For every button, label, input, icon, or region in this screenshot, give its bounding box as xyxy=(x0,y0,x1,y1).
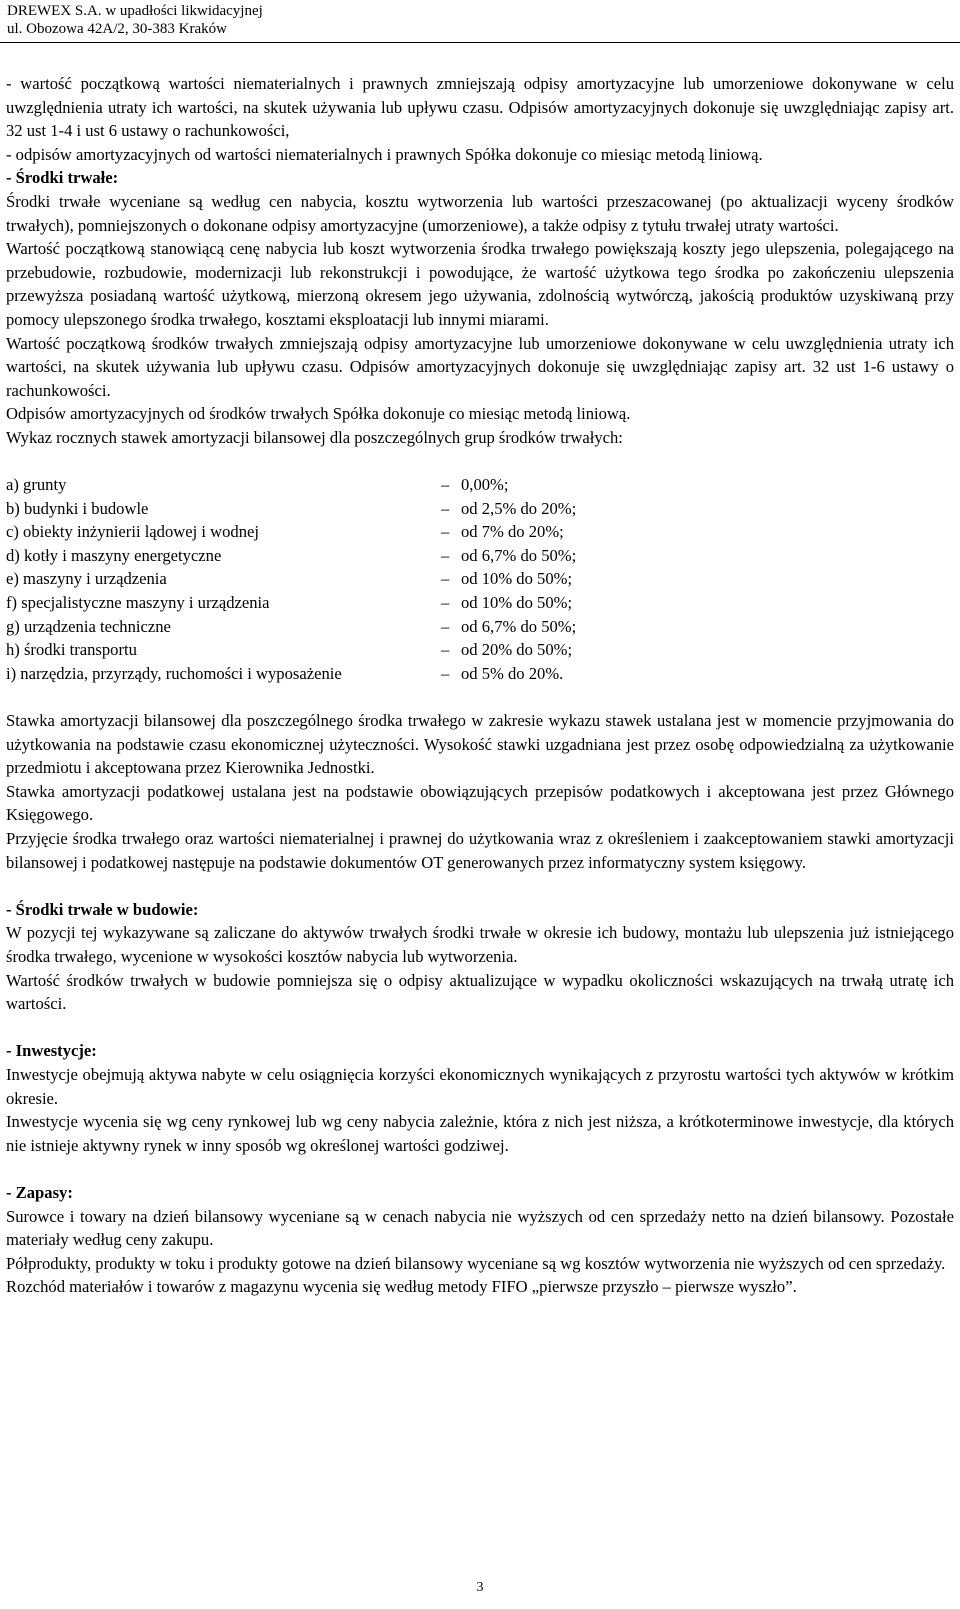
section-heading-investments: - Inwestycje: xyxy=(6,1041,97,1061)
page-header xyxy=(7,2,953,38)
rate-label: d) kotły i maszyny energetyczne xyxy=(6,545,222,565)
rate-value: od 7% do 20%; xyxy=(461,522,564,542)
rate-dash: – xyxy=(441,498,450,518)
fixed-assets-paragraph-4: Odpisów amortyzacyjnych od środków trwałych Spółka dokonuje co miesiąc metodą liniową. xyxy=(6,404,631,424)
rate-value: od 10% do 50%; xyxy=(461,569,573,589)
rate-dash: – xyxy=(441,593,450,613)
rate-row xyxy=(6,497,954,521)
fixed-assets-paragraph-5: Wykaz rocznych stawek amortyzacji bilansowej dla poszczególnych grup środków trwałych: xyxy=(6,427,623,447)
inventory-paragraph-3: Rozchód materiałów i towarów z magazynu wycenia się według metody FIFO „pierwsze przyszło – pierwsze wyszło”. xyxy=(6,1277,797,1297)
rate-row xyxy=(6,567,954,591)
rate-row xyxy=(6,544,954,568)
rate-value: od 6,7% do 50%; xyxy=(461,616,577,636)
rate-value: od 20% do 50%; xyxy=(461,640,573,660)
rate-dash: – xyxy=(441,545,450,565)
rate-label: e) maszyny i urządzenia xyxy=(6,569,167,589)
fixed-assets-paragraph-1: Środki trwałe wyceniane są według cen nabycia, kosztu wytworzenia lub wartości przeszacowanej (po aktualizacji wyceny środków trwałych), pomniejszonych o dokonane odpisy amortyzacyjne (umorzeniowe), a także odpisy z tytułu trwałej utraty wartości. xyxy=(6,191,954,235)
rate-label: a) grunty xyxy=(6,475,67,495)
inventory-paragraph-1: Surowce i towary na dzień bilansowy wyceniane są w cenach nabycia nie wyższych od cen sprzedaży netto na dzień bilansowy. Pozostałe materiały według ceny zakupu. xyxy=(6,1206,954,1250)
page-number: 3 xyxy=(476,1580,484,1595)
rate-value: od 5% do 20%. xyxy=(461,663,564,683)
spacer xyxy=(6,1157,954,1181)
rate-label: c) obiekty inżynierii lądowej i wodnej xyxy=(6,522,259,542)
document-body xyxy=(6,72,954,1299)
investments-paragraph-1: Inwestycje obejmują aktywa nabyte w celu osiągnięcia korzyści ekonomicznych wynikających z przyrostu wartości tych aktywów w krótkim okresie. xyxy=(6,1064,954,1108)
company-name: DREWEX S.A. w upadłości likwidacyjnej xyxy=(7,3,263,19)
spacer xyxy=(6,874,954,898)
section-heading-fixed-assets: - Środki trwałe: xyxy=(6,168,119,188)
rate-dash: – xyxy=(441,640,450,660)
inventory-paragraph-2: Półprodukty, produkty w toku i produkty gotowe na dzień bilansowy wyceniane są wg kosztów wytworzenia nie wyższych od cen sprzedaży. xyxy=(6,1253,946,1273)
rates-followup-paragraph-1: Stawka amortyzacji bilansowej dla poszczególnego środka trwałego w zakresie wykazu stawek ustalana jest w momencie przyjmowania do użytkowania na podstawie czasu ekonomicznej użyteczności. Wysokość stawki uzgadniana jest przez osobę odpowiedzialną za użytkowanie przedmiotu i akceptowana przez Kierownika Jednostki. xyxy=(6,711,954,778)
rate-row xyxy=(6,591,954,615)
rate-label: g) urządzenia techniczne xyxy=(6,616,171,636)
rate-row xyxy=(6,473,954,497)
header-divider xyxy=(0,42,960,43)
rate-value: od 6,7% do 50%; xyxy=(461,545,577,565)
rate-dash: – xyxy=(441,475,450,495)
depreciation-rates-list xyxy=(6,473,954,685)
rates-followup-paragraph-3: Przyjęcie środka trwałego oraz wartości niematerialnej i prawnej do użytkowania wraz z określeniem i zaakceptowaniem stawki amortyzacji bilansowej i podatkowej następuje na podstawie dokumentów OT generowanych przez informatyczny system księgowy. xyxy=(6,829,954,872)
rate-label: h) środki transportu xyxy=(6,640,137,660)
intro-paragraph-2: - odpisów amortyzacyjnych od wartości niematerialnych i prawnych Spółka dokonuje co miesiąc metodą liniową. xyxy=(6,144,763,164)
rate-row xyxy=(6,638,954,662)
section-heading-construction: - Środki trwałe w budowie: xyxy=(6,899,199,919)
spacer xyxy=(6,1016,954,1040)
rate-dash: – xyxy=(441,663,450,683)
construction-paragraph-1: W pozycji tej wykazywane są zaliczane do aktywów trwałych środki trwałe w okresie ich budowy, montażu lub ulepszenia już istniejącego środka trwałego, wycenione w wysokości kosztów nabycia lub wytworzenia. xyxy=(6,923,954,966)
rate-row xyxy=(6,615,954,639)
company-address: ul. Obozowa 42A/2, 30-383 Kraków xyxy=(7,21,227,37)
fixed-assets-paragraph-3: Wartość początkową środków trwałych zmniejszają odpisy amortyzacyjne lub umorzeniowe dokonywane w celu uwzględnienia utraty ich wartości, na skutek używania lub upływu czasu. Odpisów amortyzacyjnych dokonuje się uwzględniając zapisy art. 32 ust 1-6 ustawy o rachunkowości. xyxy=(6,333,954,400)
spacer xyxy=(6,450,954,474)
rates-followup-paragraph-2: Stawka amortyzacji podatkowej ustalana jest na podstawie obowiązujących przepisów podatkowych i akceptowana jest przez Głównego Księgowego. xyxy=(6,781,954,825)
intro-paragraph-1: - wartość początkową wartości niematerialnych i prawnych zmniejszają odpisy amortyzacyjne lub umorzeniowe dokonywane w celu uwzględnienia utraty ich wartości, na skutek używania lub upływu czasu. Odpisów amortyzacyjnych dokonuje się uwzględniając zapisy art. 32 ust 1-4 i ust 6 ustawy o rachunkowości, xyxy=(6,74,954,141)
rate-value: 0,00%; xyxy=(461,475,509,495)
fixed-assets-paragraph-2: Wartość początkową stanowiącą cenę nabycia lub koszt wytworzenia środka trwałego powiększają koszty jego ulepszenia, polegającego na przebudowie, rozbudowie, modernizacji lub rekonstrukcji i powodujące, że wartość użytkowa tego środka po zakończeniu ulepszenia przewyższa posiadaną wartość użytkową, mierzoną okresem jego używania, zdolnością wytwórczą, jakością produktów uzyskiwaną przy pomocy ulepszonego środka trwałego, kosztami eksploatacji lub innymi miarami. xyxy=(6,239,954,329)
rate-value: od 2,5% do 20%; xyxy=(461,498,577,518)
section-heading-inventory: - Zapasy: xyxy=(6,1182,73,1202)
rate-row xyxy=(6,662,954,686)
rate-row xyxy=(6,520,954,544)
rate-label: i) narzędzia, przyrządy, ruchomości i wyposażenie xyxy=(6,663,342,683)
investments-paragraph-2: Inwestycje wycenia się wg ceny rynkowej lub wg ceny nabycia zależnie, która z nich jest niższa, a krótkoterminowe inwestycje, dla których nie istnieje aktywny rynek w inny sposób wg określonej wartości godziwej. xyxy=(6,1112,954,1155)
rate-dash: – xyxy=(441,522,450,542)
rate-label: f) specjalistyczne maszyny i urządzenia xyxy=(6,593,270,613)
spacer xyxy=(6,685,954,709)
rate-value: od 10% do 50%; xyxy=(461,593,573,613)
construction-paragraph-2: Wartość środków trwałych w budowie pomniejsza się o odpisy aktualizujące w wypadku okoliczności wskazujących na trwałą utratę ich wartości. xyxy=(6,970,954,1014)
rate-dash: – xyxy=(441,569,450,589)
rate-dash: – xyxy=(441,616,450,636)
rate-label: b) budynki i budowle xyxy=(6,498,149,518)
